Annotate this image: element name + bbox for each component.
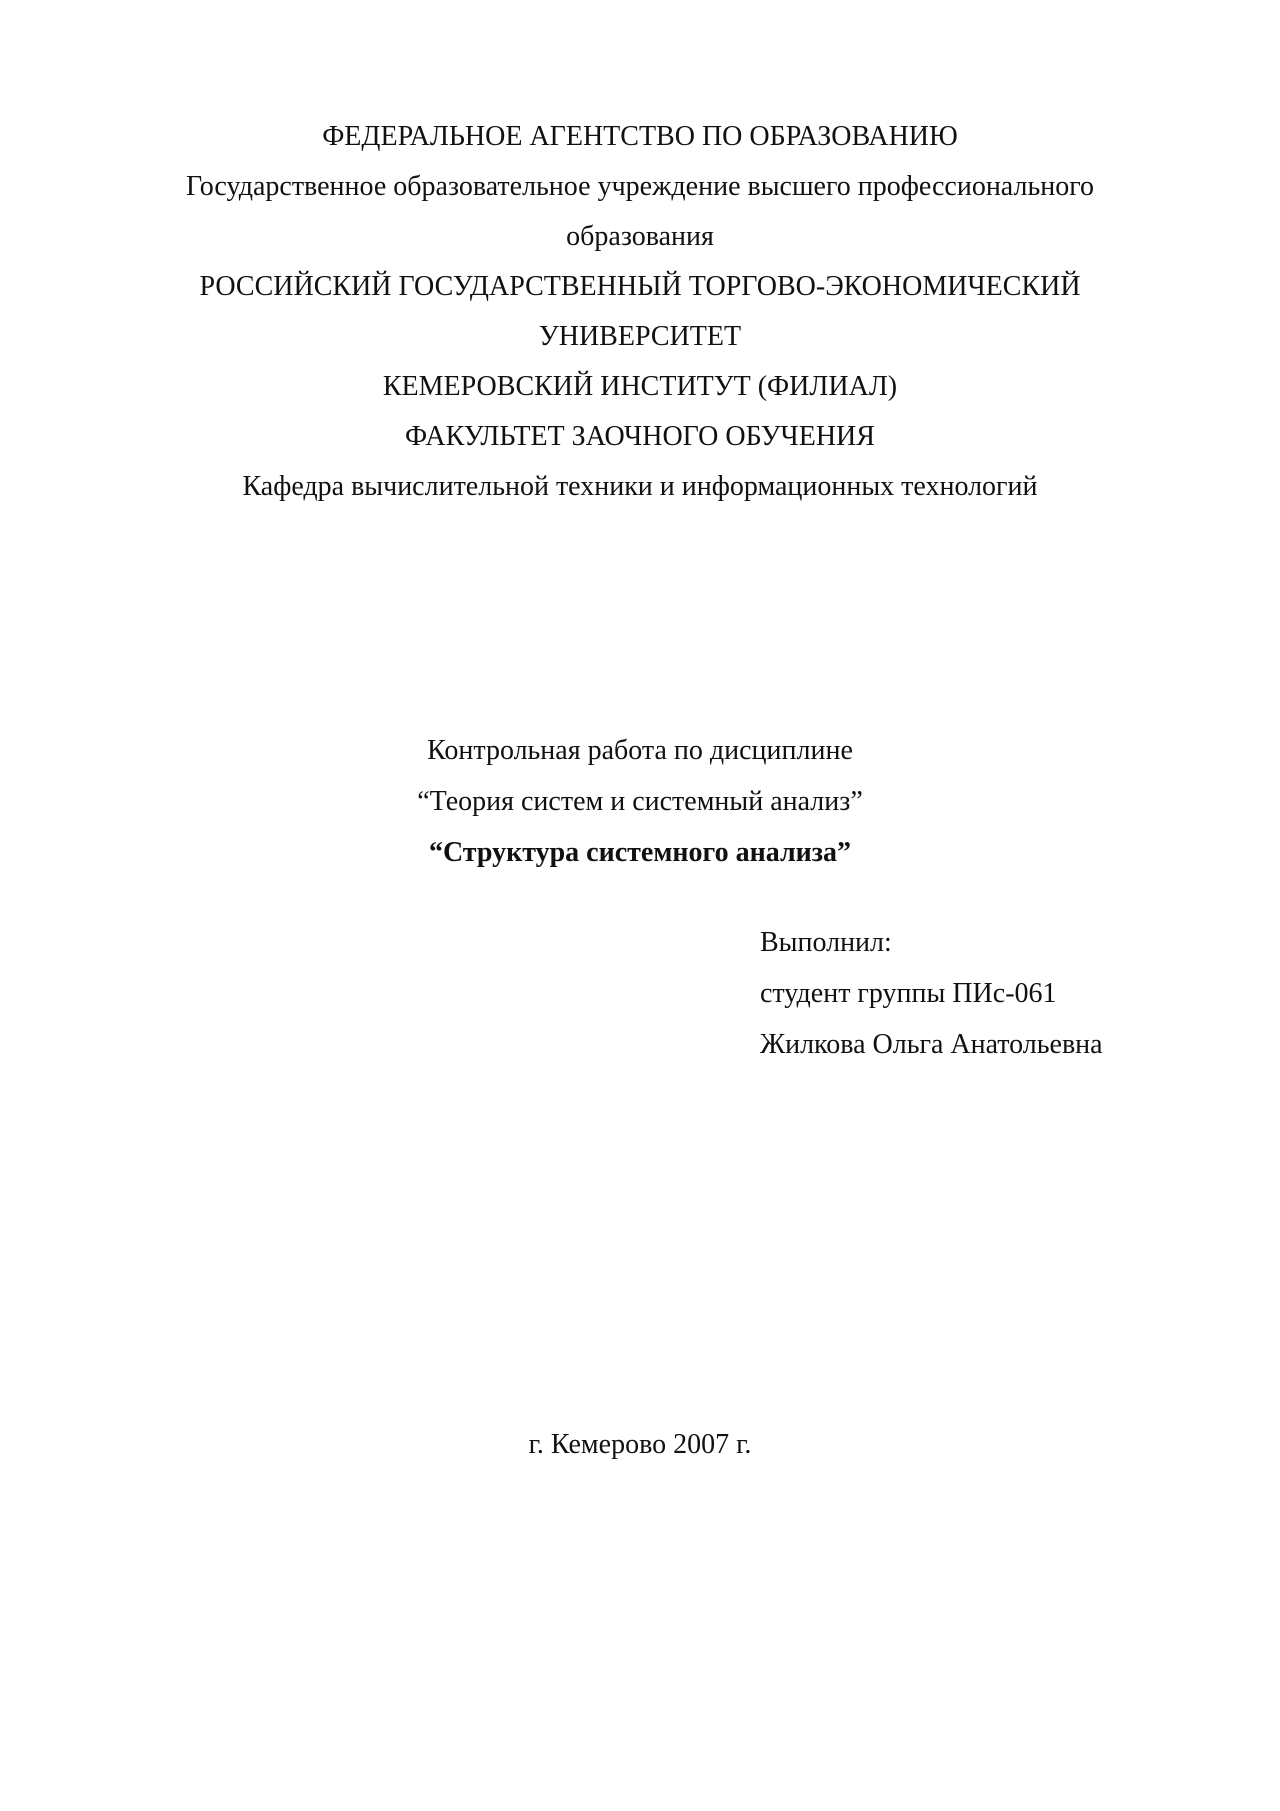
branch-name: КЕМЕРОВСКИЙ ИНСТИТУТ (ФИЛИАЛ)	[382, 371, 898, 402]
topic-title: “Структура системного анализа”	[428, 837, 852, 868]
institution-line-1: Государственное образовательное учреждение высшего профессионального	[186, 171, 1094, 202]
author-label: Выполнил:	[760, 927, 892, 958]
university-line-1: РОССИЙСКИЙ ГОСУДАРСТВЕННЫЙ ТОРГОВО-ЭКОНОМИЧЕСКИЙ	[199, 271, 1081, 302]
city-year: г. Кемерово 2007 г.	[528, 1429, 752, 1460]
university-line-2: УНИВЕРСИТЕТ	[538, 321, 742, 352]
author-name: Жилкова Ольга Анатольевна	[760, 1029, 1103, 1060]
header-block	[140, 112, 1140, 512]
faculty-name: ФАКУЛЬТЕТ ЗАОЧНОГО ОБУЧЕНИЯ	[405, 421, 875, 452]
work-block	[240, 725, 1040, 878]
discipline-title: “Теория систем и системный анализ”	[417, 786, 863, 817]
author-group: студент группы ПИс-061	[760, 978, 1057, 1009]
department-name: Кафедра вычислительной техники и информационных технологий	[242, 471, 1038, 502]
institution-line-2: образования	[566, 221, 714, 252]
author-block	[760, 917, 1220, 1070]
work-type: Контрольная работа по дисциплине	[427, 735, 853, 766]
agency-name: ФЕДЕРАЛЬНОЕ АГЕНТСТВО ПО ОБРАЗОВАНИЮ	[322, 121, 958, 152]
